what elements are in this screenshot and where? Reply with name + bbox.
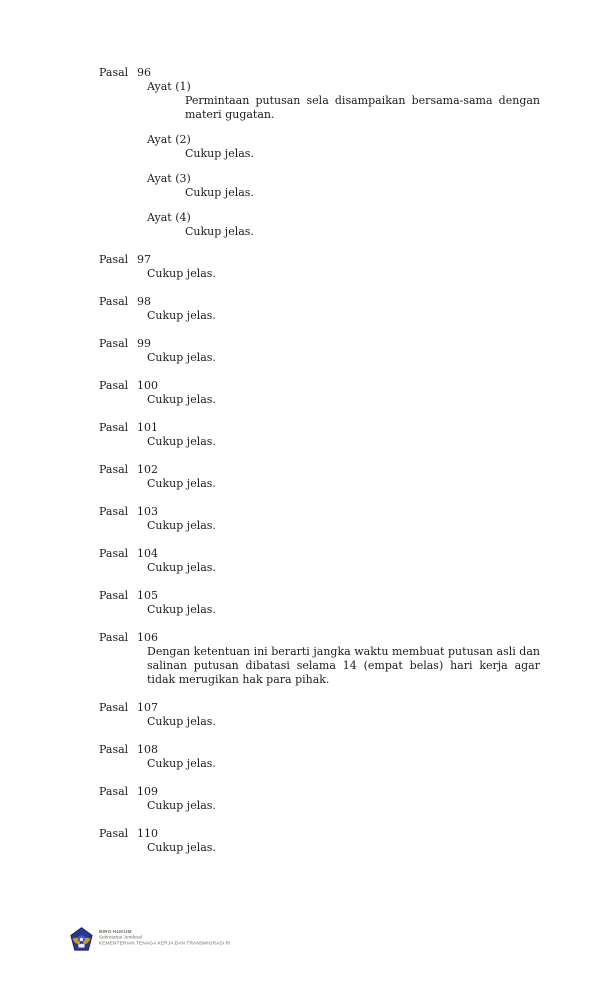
pasal-number: 105 [137,589,158,602]
pasal-heading [99,295,540,309]
ayat-label: Ayat (2) [147,133,191,146]
pasal-body: Cukup jelas. [147,351,216,364]
pasal-heading [99,631,540,645]
pasal-section [99,505,540,533]
ayat-body: Cukup jelas. [185,225,254,238]
pasal-label: Pasal [99,631,129,644]
ayat-label: Ayat (3) [147,172,191,185]
pasal-number: 97 [137,253,151,266]
pasal-body: Cukup jelas. [147,603,216,616]
pasal-body: Cukup jelas. [147,267,216,280]
footer-org-unit: BIRO HUKUM [99,929,132,935]
pasal-number: 100 [137,379,158,392]
ayat-item [99,80,540,122]
pasal-number: 99 [137,337,151,350]
pasal-label: Pasal [99,66,129,79]
pasal-number: 108 [137,743,158,756]
pasal-heading [99,785,540,799]
pasal-section [99,379,540,407]
page-footer [70,927,373,965]
pasal-body: Cukup jelas. [147,477,216,490]
pasal-number: 109 [137,785,158,798]
pasal-heading [99,379,540,393]
pasal-label: Pasal [99,827,129,840]
pasal-label: Pasal [99,421,129,434]
pasal-heading [99,701,540,715]
pasal-body: Cukup jelas. [147,309,216,322]
pasal-heading [99,463,540,477]
ministry-emblem-icon [70,927,93,951]
pasal-section [99,785,540,813]
pasal-section [99,547,540,575]
pasal-section [99,589,540,617]
pasal-label: Pasal [99,379,129,392]
ayat-body: Cukup jelas. [185,186,254,199]
pasal-number: 98 [137,295,151,308]
pasal-label: Pasal [99,785,129,798]
pasal-heading [99,421,540,435]
pasal-label: Pasal [99,743,129,756]
footer-text-block [99,929,231,946]
pasal-heading [99,547,540,561]
pasal-section [99,421,540,449]
document-body [99,66,540,869]
pasal-label: Pasal [99,701,129,714]
pasal-label: Pasal [99,547,129,560]
pasal-label: Pasal [99,295,129,308]
pasal-heading [99,589,540,603]
pasal-body: Cukup jelas. [147,841,216,854]
pasal-section [99,701,540,729]
pasal-label: Pasal [99,589,129,602]
pasal-section [99,463,540,491]
pasal-section [99,253,540,281]
pasal-heading [99,743,540,757]
pasal-number: 102 [137,463,158,476]
ayat-item [99,133,540,161]
pasal-body: Cukup jelas. [147,757,216,770]
pasal-label: Pasal [99,253,129,266]
pasal-heading [99,253,540,267]
pasal-section [99,337,540,365]
footer-ministry: KEMENTERIAN TENAGA KERJA DAN TRANSMIGRASI RI [99,940,231,946]
pasal-section [99,295,540,323]
pasal-body: Cukup jelas. [147,393,216,406]
pasal-heading [99,505,540,519]
ayat-item [99,172,540,200]
pasal-section [99,66,540,239]
ayat-body: Cukup jelas. [185,147,254,160]
pasal-heading [99,66,540,80]
pasal-section [99,631,540,687]
pasal-body: Cukup jelas. [147,561,216,574]
pasal-section [99,743,540,771]
pasal-number: 104 [137,547,158,560]
pasal-body: Cukup jelas. [147,435,216,448]
pasal-body: Cukup jelas. [147,519,216,532]
pasal-section [99,827,540,855]
pasal-number: 103 [137,505,158,518]
pasal-number: 107 [137,701,158,714]
sections-container [99,66,540,855]
ayat-label: Ayat (4) [147,211,191,224]
pasal-number: 110 [137,827,158,840]
pasal-body: Cukup jelas. [147,799,216,812]
ayat-label: Ayat (1) [147,80,191,93]
pasal-label: Pasal [99,337,129,350]
pasal-number: 101 [137,421,158,434]
pasal-body: Cukup jelas. [147,715,216,728]
footer-secretariat: Sekretariat Jenderal [99,934,142,941]
pasal-label: Pasal [99,463,129,476]
ayat-item [99,211,540,239]
ayat-body: Permintaan putusan sela disampaikan bersama-sama dengan materi gugatan. [185,94,540,121]
pasal-heading [99,337,540,351]
pasal-number: 96 [137,66,151,79]
pasal-label: Pasal [99,505,129,518]
pasal-heading [99,827,540,841]
pasal-number: 106 [137,631,158,644]
pasal-body: Dengan ketentuan ini berarti jangka waktu membuat putusan asli dan salinan putusan dibatasi selama 14 (empat belas) hari kerja agar tidak merugikan hak para pihak. [147,645,540,686]
